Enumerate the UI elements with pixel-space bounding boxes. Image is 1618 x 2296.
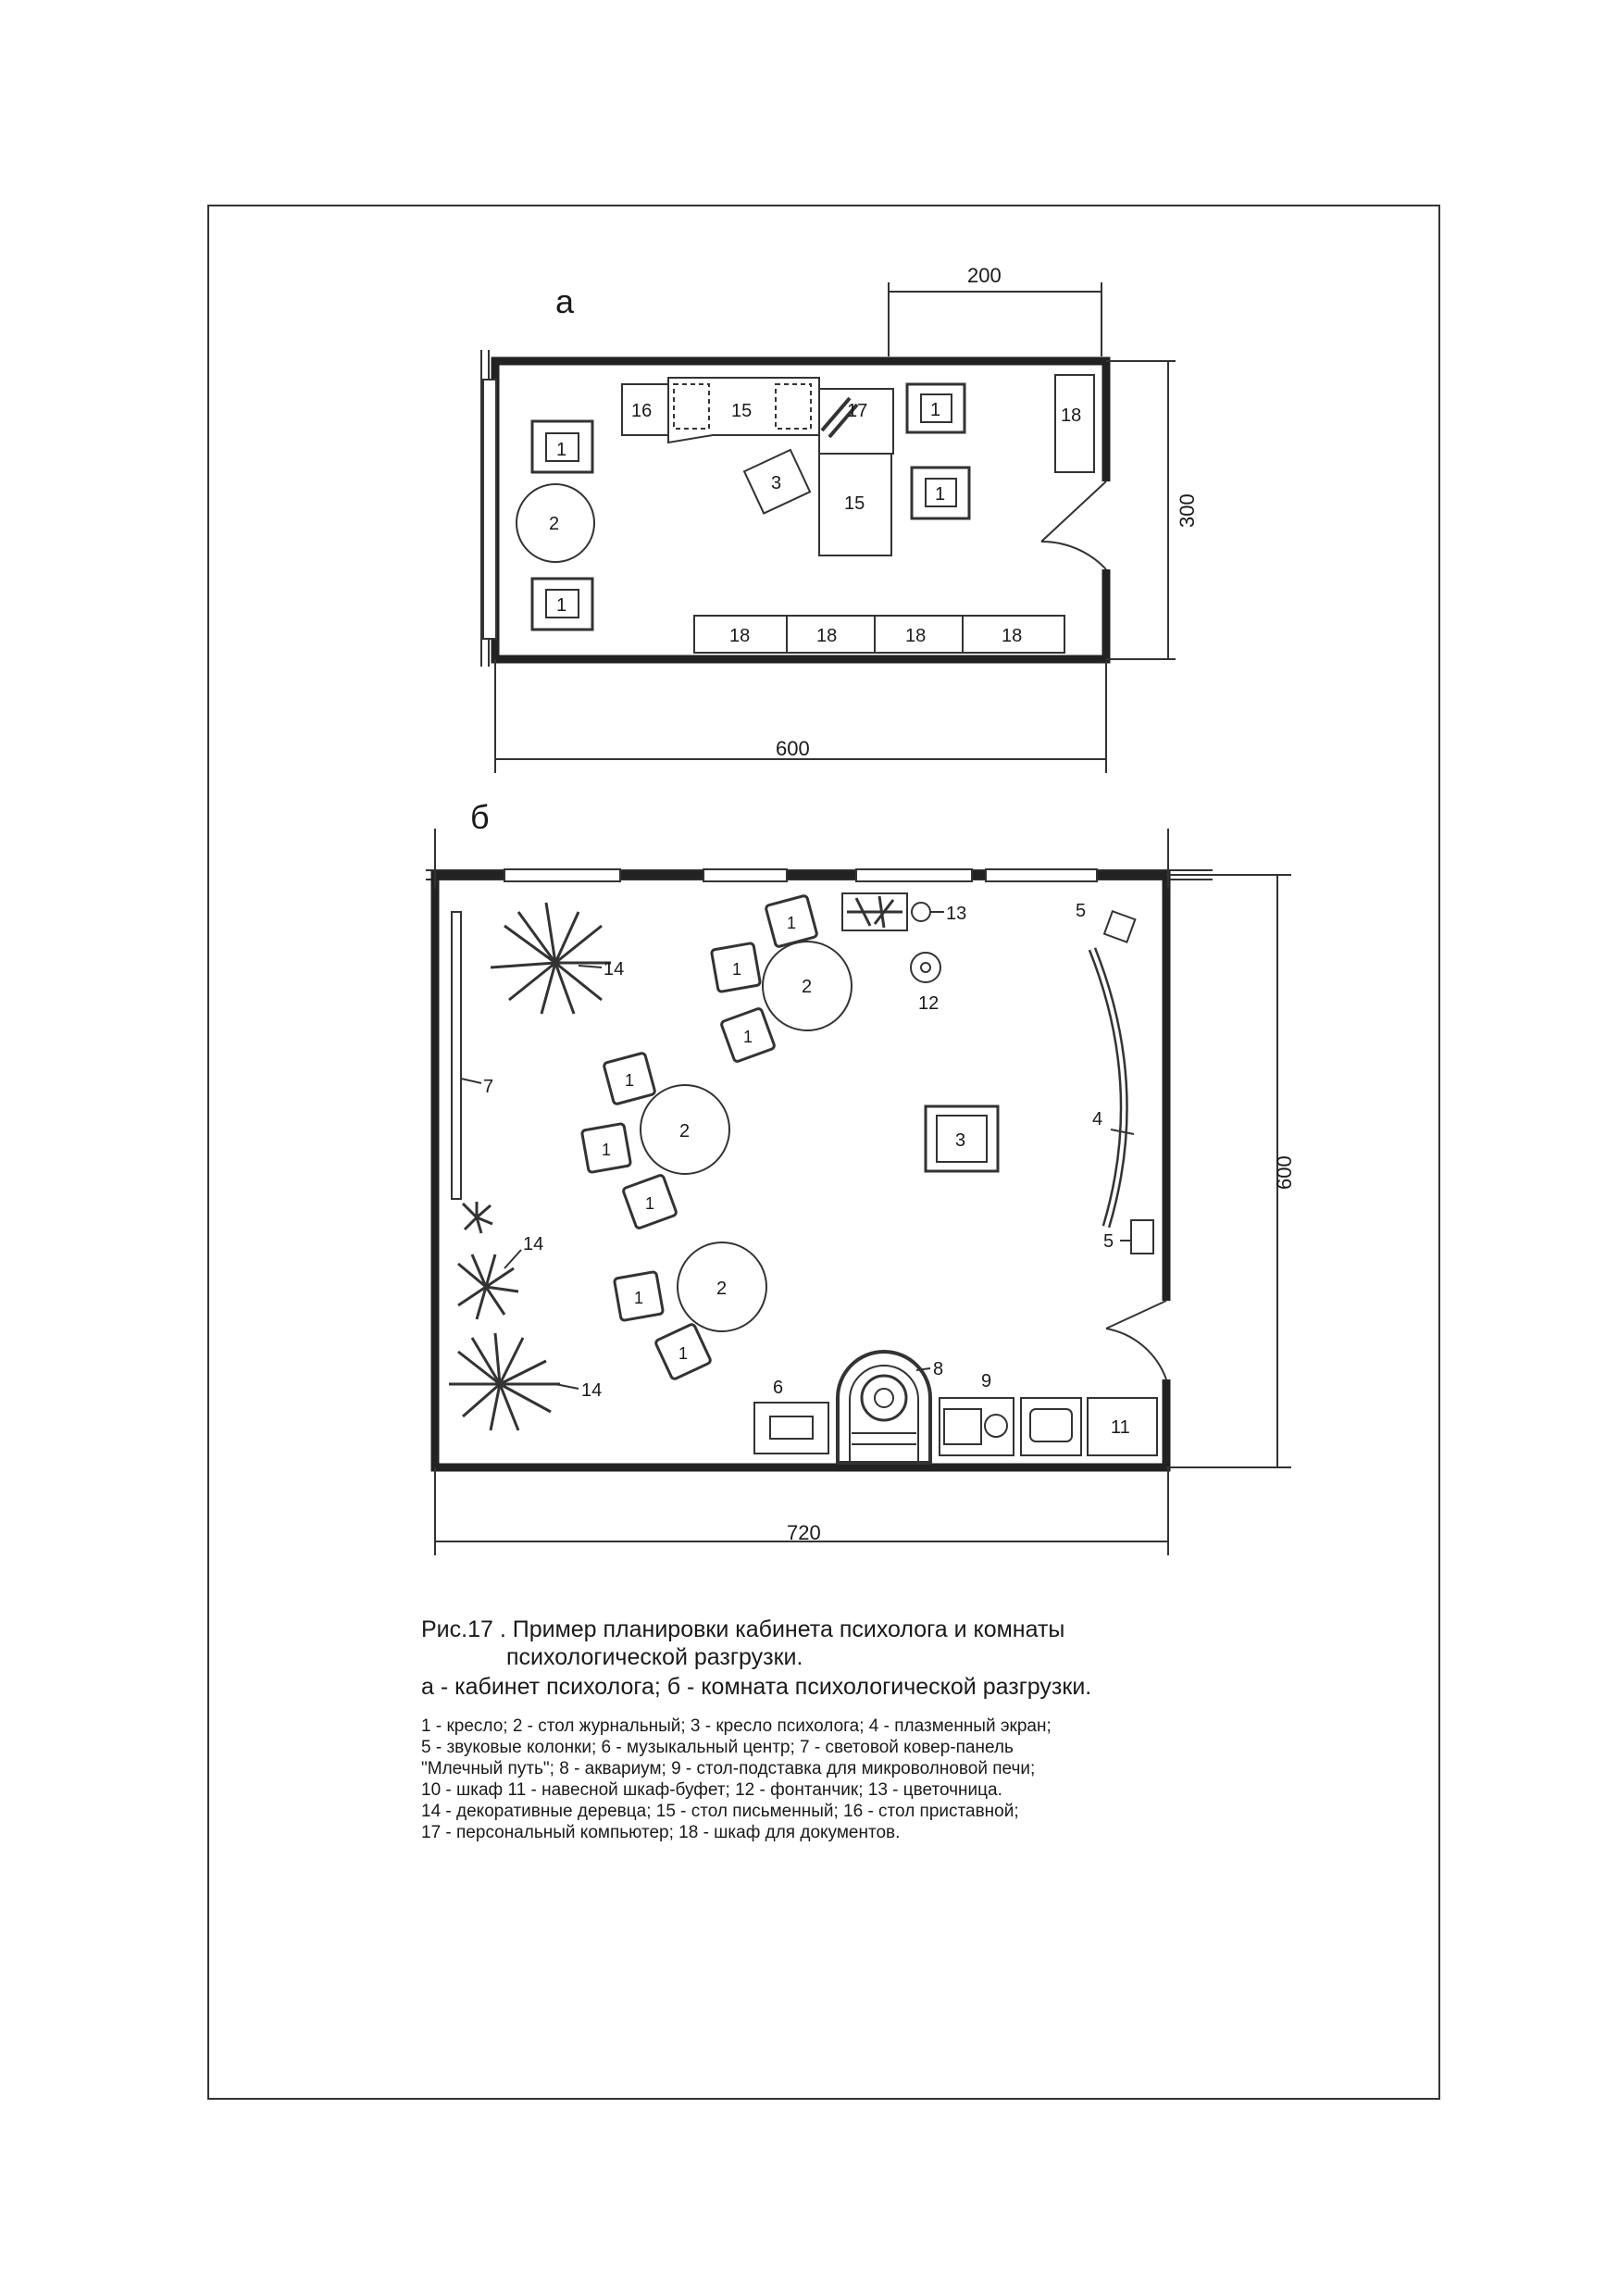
legend-line: 5 - звуковые колонки; 6 - музыкальный центр; 7 - световой ковер-панель: [421, 1738, 1014, 1757]
plan-b-chair-b3: 1: [645, 1194, 655, 1213]
plan-a-item-18-b3: 18: [905, 626, 927, 646]
plan-b-item-2c: 2: [716, 1279, 728, 1299]
plan-a-item-15-top: 15: [731, 401, 753, 421]
caption-title: [421, 1616, 1347, 1671]
plan-b-chair-a1: 1: [787, 914, 797, 932]
plan-b-chair-c1: 1: [634, 1289, 644, 1307]
plan-a-item-16: 16: [631, 401, 653, 421]
plan-a-item-18-b4: 18: [1002, 626, 1023, 646]
plan-a-chair-1: 1: [556, 440, 567, 460]
plan-b-tree-small: [463, 1202, 492, 1233]
legend-line: 1 - кресло; 2 - стол журнальный; 3 - кресло психолога; 4 - плазменный экран;: [421, 1716, 1052, 1736]
plan-a: [481, 264, 1199, 773]
plan-b-chair-c2: 1: [678, 1344, 689, 1363]
plan-a-dim-300: 300: [1176, 493, 1199, 528]
figure-caption: [421, 1616, 1347, 1843]
plan-b-item-5-bottom: 5: [1103, 1231, 1114, 1252]
plan-b-tree-1: [491, 903, 611, 1014]
plan-b-item-8: 8: [933, 1359, 944, 1379]
legend-line: "Млечный путь"; 8 - аквариум; 9 - стол-подставка для микроволновой печи;: [421, 1759, 1036, 1778]
legend-line: 10 - шкаф 11 - навесной шкаф-буфет; 12 - фонтанчик; 13 - цветочница.: [421, 1780, 1002, 1800]
plan-b-tree-3: [449, 1333, 560, 1430]
plan-a-chair-2: 1: [556, 595, 567, 616]
plan-b-item-14-c: 14: [581, 1380, 603, 1401]
plan-b-item-12: 12: [918, 993, 940, 1014]
plan-b-item-14-b: 14: [523, 1234, 544, 1254]
plan-b-item-6: 6: [773, 1378, 784, 1398]
plan-b-item-7: 7: [483, 1077, 494, 1097]
plan-a-label: а: [555, 282, 575, 320]
plan-b-chair-a3: 1: [743, 1028, 753, 1046]
plan-b-chair-a2: 1: [732, 960, 742, 979]
plan-a-item-15-right: 15: [844, 493, 865, 514]
plan-b-item-13: 13: [946, 904, 967, 924]
plan-a-item-3: 3: [771, 473, 782, 493]
plan-b-item-2b: 2: [679, 1121, 691, 1142]
plan-a-walls: [495, 361, 1106, 659]
plan-a-chair-4: 1: [935, 484, 946, 505]
plan-a-item-18-right: 18: [1061, 406, 1082, 426]
legend-line: 14 - декоративные деревца; 15 - стол письменный; 16 - стол приставной;: [421, 1802, 1019, 1821]
plan-b-dim-720: 720: [787, 1521, 821, 1544]
plan-b-item-3: 3: [955, 1130, 966, 1151]
plan-a-chair-3: 1: [930, 400, 941, 420]
plan-b-dim-600: 600: [1273, 1155, 1296, 1190]
plan-b-fountain: [911, 953, 940, 982]
plan-b-chair-b1: 1: [625, 1071, 635, 1090]
plan-b: [426, 798, 1296, 1555]
plan-a-item-18-b1: 18: [729, 626, 751, 646]
plan-a-item-2: 2: [549, 514, 560, 534]
legend: [421, 1716, 1347, 1843]
plan-b-item-4: 4: [1092, 1109, 1103, 1129]
plan-a-dim-600: 600: [776, 737, 810, 760]
plan-b-item-2a: 2: [802, 977, 813, 997]
plan-a-item-17: 17: [847, 401, 868, 421]
plan-b-label: б: [470, 798, 490, 836]
plan-b-item-9: 9: [981, 1371, 992, 1391]
caption-title-line2: психологической разгрузки.: [506, 1644, 803, 1670]
legend-line: 17 - персональный компьютер; 18 - шкаф для документов.: [421, 1823, 901, 1842]
plan-b-item-14-a: 14: [604, 959, 625, 980]
plan-b-item-5-top: 5: [1076, 901, 1087, 921]
caption-title-line1: Рис.17 . Пример планировки кабинета психолога и комнаты: [421, 1616, 1065, 1642]
plan-b-item-11: 11: [1111, 1417, 1130, 1438]
caption-subtitle: а - кабинет психолога; б - комната психологической разгрузки.: [421, 1674, 1092, 1700]
plan-b-chair-b2: 1: [602, 1141, 612, 1159]
plan-a-item-18-b2: 18: [816, 626, 838, 646]
plan-a-dim-200: 200: [967, 264, 1002, 287]
